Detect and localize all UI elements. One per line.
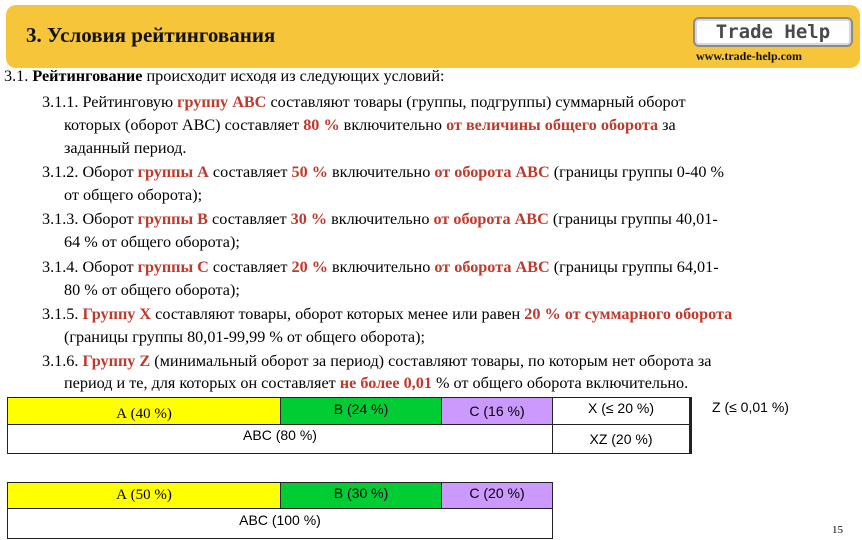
para-316-line1: 3.1.6. Группу Z (минимальный оборот за период) составляют товары, по которым нет оборота за	[42, 352, 712, 370]
intro-line: 3.1. Рейтингование происходит исходя из следующих условий:	[4, 67, 445, 85]
abc-80-bar: ABC (80 %)	[7, 424, 553, 454]
site-url: www.trade-help.com	[696, 49, 802, 63]
para-315-line2: (границы группы 80,01-99,99 % от общего оборота);	[64, 328, 425, 346]
para-311-line1: 3.1.1. Рейтинговую группу ABC составляют товары (группы, подгруппы) суммарный оборот	[42, 93, 686, 111]
group-z-label: Z (≤ 0,01 %)	[712, 399, 789, 415]
para-312-line2: от общего оборота);	[64, 186, 203, 204]
group-b-30-bar: В (30 %)	[280, 482, 442, 509]
para-315-line1: 3.1.5. Группу X составляют товары, оборот которых менее или равен 20 % от суммарного оборота	[42, 305, 733, 323]
group-c-20-bar: С (20 %)	[441, 482, 553, 509]
para-311-line3: заданный период.	[64, 139, 187, 157]
group-b-24-bar: В (24 %)	[280, 397, 442, 425]
group-a-50-bar: А (50 %)	[7, 482, 281, 509]
para-311-line2: которых (оборот ABC) составляет 80 % включительно от величины общего оборота за	[64, 116, 676, 134]
page-title: 3. Условия рейтингования	[26, 23, 276, 47]
group-c-16-bar: С (16 %)	[441, 397, 553, 425]
header-banner	[6, 5, 860, 68]
page-number: 15	[832, 524, 843, 536]
para-313-line1: 3.1.3. Оборот группы В составляет 30 % включительно от оборота ABC (границы группы 40,01-	[42, 210, 718, 228]
abc-100-bar: ABC (100 %)	[7, 508, 553, 539]
para-316-line2: период и те, для которых он составляет не более 0,01 % от общего оборота включительно.	[64, 374, 689, 392]
group-a-40-bar: А (40 %)	[7, 397, 281, 425]
para-314-line1: 3.1.4. Оборот группы С составляет 20 % включительно от оборота ABC (границы группы 64,01-	[42, 258, 719, 276]
para-313-line2: 64 % от общего оборота);	[64, 233, 240, 251]
group-x-bar: X (≤ 20 %)	[552, 397, 692, 425]
trade-help-logo: Trade Help	[693, 17, 853, 47]
xz-20-bar: XZ (20 %)	[552, 424, 692, 454]
para-312-line1: 3.1.2. Оборот группы А составляет 50 % включительно от оборота ABC (границы группы 0-40 %	[42, 163, 724, 181]
para-314-line2: 80 % от общего оборота);	[64, 281, 240, 299]
